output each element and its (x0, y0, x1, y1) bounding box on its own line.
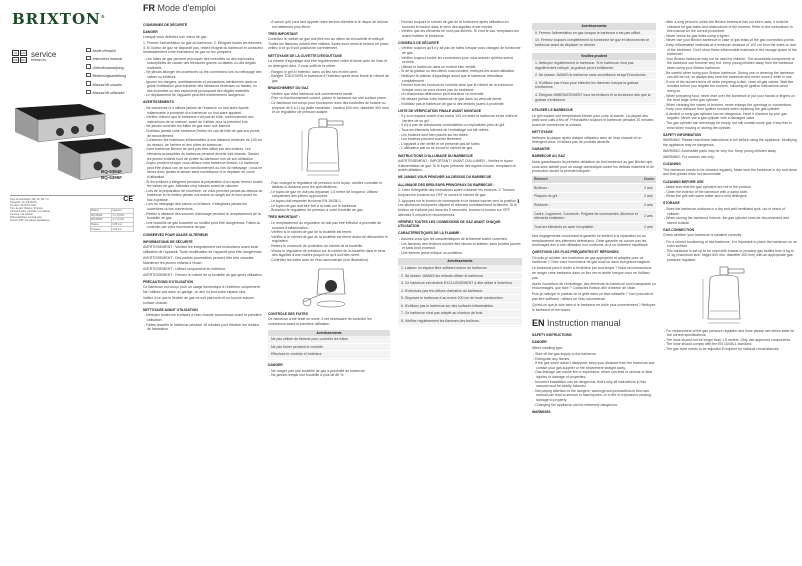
spec-cell: 2 x 3,0 kW (112, 218, 134, 223)
section-heading: PRÉCAUTIONS D'UTILISATION (143, 279, 193, 284)
bullet-item: - Ne jamais contrôler les fuites de gaz avec une flamme. (143, 124, 263, 129)
paragraph: Puis-je nettoyer le plateau ou la grille dans un lave-vaisselle ? Ceci pourrait ne pas être suffisant ; utilisez de l'eau savonneuse. (532, 292, 654, 302)
warning-box (532, 23, 656, 50)
model-number: BQ-6395F (101, 175, 123, 180)
bullet-item: - Never use your Brixton barbecue in case of gas leaks at the gas connection points. (663, 38, 797, 43)
section-heading: CONTRÔLE DES FUITES (268, 311, 308, 316)
column-2 (268, 20, 390, 566)
spec-cell: 3 x 3,0 kW (112, 213, 134, 218)
warning-item: 8. Vérifiez régulièrement les flammes des brûleurs. (398, 318, 522, 326)
bullet-item: - Les fuites de gaz peuvent provoquer des incendies ou des explosions susceptibles de causer des blessures graves ou fatales ou des dégâts matériels. (143, 57, 263, 71)
bullet-item: - N'utilisez jamais votre barbecue Brixton en cas de fuite de gaz aux points de raccordement. (143, 129, 263, 138)
bullet-item: - Ne jamais allonger les ouvertures ou les connexions lors du nettoyage des valves ou brûleurs. (143, 70, 263, 79)
column-1 (143, 20, 263, 566)
section-heading: WARNINGS (532, 409, 551, 414)
spec-header: Brûleur (91, 209, 112, 214)
bullet-item: - Your Brixton barbecue may not be used by children. The accessible components of the barbecue can become very hot. Keep young children away from the barbecue when using your Brixton barbecue. (663, 57, 797, 71)
bullet-item: - Fermez toujours le robinet de gaz de la bonbonne après utilisation en tournant le bouton dans le sens des aiguilles d'une montre. (398, 20, 522, 29)
language-item: Bedienungsanleitung (86, 72, 126, 80)
warranty-table (532, 176, 656, 232)
bullet-item: - Pour changer le régulateur de pression ou le tuyau, veuillez consulter le tableau ci-dessous pour les spécifications. (268, 181, 390, 190)
bullet-item: - Le remplacement du régulateur ne doit pas être effectué à proximité de sources d'inflammation. (268, 221, 390, 230)
section-title: Instruction manual (547, 318, 621, 329)
spec-block (10, 195, 135, 295)
bullet-item: - Nettoyez le plateau d'égouttage avant que le barbecue refroidisse complètement. (398, 74, 522, 83)
table-row (532, 176, 656, 184)
bullet-item: - Clean the exterior of the barbecue with a damp cloth. (663, 190, 797, 195)
spec-line: Injecteur: voir tableau (10, 213, 33, 216)
bullet-item: - Rinse the grill with warm water and a mild detergent. (663, 194, 797, 199)
bullet-item: - For replacement of the gas pressure regulator and hose please see below table for the correct specifications. (663, 329, 797, 338)
warning-item: 1. Laissez un espace libre suffisant autour du barbecue. (398, 265, 522, 273)
table-cell: Élément (532, 176, 642, 184)
language-item: Instruction manual (86, 55, 126, 63)
paragraph: Où puis-je acheter une bonbonne de gaz appropriée et adaptée pour ce barbecue ? Chez votre fournisseur de gaz local ou dans tout grand magasin. (532, 255, 651, 265)
section-heading: CLEANING BEFORE USE (663, 179, 704, 184)
section-heading: DANGER (143, 29, 158, 34)
bullet-item: - Une bouteille de gaz bosselée ou rouillée peut être dangereuse. Faites-la contrôler par votre fournisseur de gaz. (143, 221, 263, 230)
table-row (532, 201, 656, 210)
table-cell: Robinets : (532, 201, 642, 210)
bullet-item: - Le tuyau de gaz doit être fixé à la main sur le barbecue. (268, 204, 390, 209)
bullet-item: - Retirez le couvercle de protection du robinet de la bouteille. (268, 244, 390, 249)
section-heading: UTILISER LE BARBECUE (532, 108, 573, 113)
spec-cell: 0.88 mm (112, 227, 134, 232)
warning-item: 4. N'obstruez pas les orifices d'aération du barbecue. (398, 288, 522, 296)
column-3 (398, 20, 522, 566)
section-heading: SAFETY INSTRUCTIONS (532, 333, 572, 338)
section-heading: DANGER (268, 362, 283, 367)
bullet-item: - Le tuyau de gaz ne doit pas dépasser 1,5 mètre de longueur. Utilisez uniquement des pièces approuvées. (268, 190, 390, 199)
table-cell: 2 ans (642, 184, 656, 193)
bullet-item: - Keep your distance from ignition sources when replacing the gas cylinder. (663, 107, 797, 112)
section-heading: CLEANING (663, 162, 681, 167)
bullet-item: - Ce barbecue est conçu pour fonctionner avec des bouteilles de butane ou propane de 5 à 11 kg (taille maximale : hauteur 500 mm, diamètre 300 mm) et un régulateur de pression adapté. (268, 101, 390, 115)
paragraph: Nous garantissons la première utilisation de tout barbecue au gaz Brixton que vous avez acheté pour un usage domestique contre les défauts matériels et de production durant la période indiquée. (532, 159, 655, 174)
bullet-item: - Ne rangez pas une bouteille de gaz à proximité du barbecue. (268, 369, 390, 374)
bullet-item: - The hose should comply with the EN 16436-1 standard. (663, 342, 797, 347)
bullet-item: - Vérifiez que les éléments ne sont pas abîmés. Si c'est le cas, remplacez-les avant d'utiliser le barbecue. (398, 29, 522, 38)
warning-item: Effectuez le contrôle à l'extérieur. (268, 351, 390, 359)
section-heading: CONSERVEZ POUR USAGE ULTÉRIEUR (143, 232, 208, 237)
bullet-item: - Un chalumeau défectueux peut entraîner un incendie. (398, 92, 522, 97)
section-heading: NETTOYAGE (532, 130, 553, 134)
section-heading: CONSEILS DE SÉCURITÉ (398, 40, 440, 45)
bullet-item: - Ignorer les dangers, avertissements et précautions mentionnés dans ce guide d'utilisation peut entraîner des blessures sérieuses ou fatales, ou des incendies ou des explosions provoquant des dégâts matériels. (143, 80, 263, 94)
bullet-item: - Lors de la préparation de nourriture, ne vous penchez jamais au-dessus du barbecue et ne mettez jamais vos mains ou doigts sur le bord avant du bac à graisse. (143, 189, 263, 203)
spec-cell: BQ-6394F (91, 213, 112, 218)
page-title: FR Mode d'emploi (143, 3, 216, 13)
bullet-item: - Not paying attention to the dangers, warnings and precautions in this user manual can lead to serious or fatal injuries, or to fire or explosions causing damage to property. (532, 389, 656, 403)
section-heading: STORAGE (663, 201, 680, 206)
table-row (532, 210, 656, 223)
paragraph: Check whether your barbecue is installed correctly. (663, 233, 742, 238)
table-cell: 2 ans (642, 210, 656, 223)
section-heading: VÉRIFIEZ TOUTES LES CONNEXIONS DE GAZ AVANT CHAQUE UTILISATION (398, 219, 501, 229)
warning-item: 10. Fermez toujours complètement la bonbonne de gaz et déconnectez le barbecue avant de déplacer ce dernier. (532, 37, 656, 49)
paragraph: La cuvette d'égouttage doit être régulièrement vidée et lavée avec de l'eau et un détergent doux. Il vous suffit de la retirer. (268, 59, 388, 68)
bullet-item: - Vérifiez toujours toutes les connexions pour vous assurer qu'elles soient serrées. (398, 56, 522, 65)
spec-table (90, 208, 134, 232)
table-cell: Brûleurs : (532, 184, 642, 193)
section-heading: LISTE DE VÉRIFICATION FINALE AVANT MONTAGE (398, 108, 482, 113)
bullet-item: - The gas hose needs to be adjusted if required by national circumstances. (663, 347, 797, 352)
spec-line: Pays de destination: BE, NL, FR, LU (10, 198, 49, 201)
paragraph: AVERTISSEMENT : Utilisez uniquement en extérieur. (143, 266, 226, 271)
paragraph: When smelling gas: (532, 346, 563, 350)
paragraph: Lorsque vous détectez une odeur de gaz : (143, 35, 209, 40)
paragraph: Qu'est-ce que je dois faire si le barbecue ne brûle plus correctement ? Nettoyez le barbecue et les buses. (532, 303, 656, 312)
bullet-item: - Ne laissez jamais votre barbecue de gaz dans un véhicule fermé. (398, 97, 522, 102)
brand-logo: BRIXTON® (12, 10, 106, 28)
warning-item: 3. Ce barbecue est destiné EXCLUSIVEMENT à être utilisé à l'extérieur. (398, 280, 522, 288)
paragraph: Après l'ouverture de l'emballage, des éléments du barbecue sont manquants ou endommagés, que faire ? Contactez Brixton afin d'obtenir de l'aide. (532, 281, 656, 291)
section-heading: DANGER (532, 340, 547, 345)
spec-cell: Butane (91, 222, 112, 227)
table-cell: 2 ans (642, 223, 656, 232)
service-logo: NL FR DE EN service brixton.eu (13, 50, 57, 62)
section-heading: NETTOYAGE AVANT UTILISATION (143, 307, 198, 312)
column-5 (663, 20, 797, 566)
section-heading: GAS CONNECTION (663, 227, 695, 232)
bullet-item: - Il n'y a pas de substances combustibles ou explosibles près du gril. (398, 123, 522, 128)
bullet-item: - If the gas smell doesn't disappear, keep your distance from the barbecue and contact your gas supplier or fire department straight away. (532, 361, 656, 370)
bullet-item: - Le déplacement de l'appareil peut être extrêmement dangereux. (143, 93, 263, 98)
bullet-item: - Ne jamais remplir une bouteille à plus de 80 %. (268, 373, 390, 378)
paragraph: AVERTISSEMENT : Veuillez lire intégralement ces instructions avant toute utilisation de l'appareil. Toute modification de l'appareil peut être dangereuse. (143, 245, 263, 254)
model-numbers (101, 169, 122, 181)
bullet-item: - Si les brûleurs s'éteignent pendant la préparation d'un repas, fermez toutes les valves de gaz. Attendez cinq minutes avant de rallumer. (143, 180, 263, 189)
spec-cell: 0.88 mm (112, 222, 134, 227)
warning-item: 4. Éteignez IMMÉDIATEMENT tous les brûleurs et la bonbonne dès que la graisse s'enflamme. (532, 92, 656, 104)
bullet-item: - Les brûleurs sont bien placés sur les tubes. (398, 133, 522, 138)
paragraph: AVERTISSEMENT : Fermez le robinet de la bouteille de gaz après utilisation. (143, 272, 263, 277)
spec-header: Injecteur (112, 209, 134, 214)
bullet-item: - Utilisez le barbecue dans un endroit bien ventilé. (398, 65, 522, 70)
section-heading: AVERTISSEMENTS (143, 100, 174, 105)
warning-item: 5. Disposez le barbecue à au moins 100 cm de toute construction. (398, 295, 522, 303)
bullet-item: - If one of the burners turns off while preparing a dish, close all gas valves. Wait five minutes before you reignite the burners, following all ignition instructions when doing so. (663, 80, 797, 94)
section-heading: ALLUMAGE DES BRÛLEURS PRINCIPAUX DU BARBECUE : (398, 182, 495, 187)
bullet-item: - Ne conservez ni n'utilisez jamais de l'essence ou tout autre liquide inflammable à proximité d'un barbecue ou tout autre appareil. (143, 106, 263, 115)
language-code: EN (532, 318, 545, 329)
bullet-item: - À savoir qu'il vous faut appeler notre service clientèle si le risque de brûlure est nettement plus élevé. (268, 20, 390, 29)
warning-box (268, 330, 390, 360)
bullet-item: - Fermez tous les boutons de contrôle ainsi que le robinet de la bonbonne lorsque vous ne vous servez pas du barbecue. (398, 83, 522, 92)
spec-line: Consommation nominale: voir tableau (10, 210, 51, 213)
bullet-item: - Conservez les matériaux inflammables à une distance minimale de 100 cm du dessus, de l'arrière et des côtés du barbecue. (143, 138, 263, 147)
section-heading: TRÈS IMPORTANT (268, 31, 298, 36)
section-heading: TRÈS IMPORTANT : (268, 215, 300, 220)
section-heading: BRANCHEMENT DU GAZ (268, 86, 309, 91)
ce-mark-icon: CE (123, 196, 133, 203)
section-heading: CARACTÉRISTIQUES DE LA FLAMME : (398, 231, 462, 236)
bullet-item: - Tous les éléments internes de l'emballage ont été retirés. (398, 128, 522, 133)
bullet-item: - Assurez-vous que les caractéristiques de la flamme soient correctes. (398, 237, 522, 242)
section-heading: GARANTIE (532, 147, 550, 152)
language-item: Manual de usuario (86, 81, 126, 89)
bullet-item: - Si de la graisse ou des débris s'accumulent, nettoyez-les avant utilisation. (398, 69, 522, 74)
paragraph: Le gril requiert une température élevée pour cuire la viande. La plupart des plats sont cuits à feu vif. Préchauffez toujours le barbecue pendant 10 minutes avant de commencer la cuisson. (532, 113, 654, 127)
warning-item: Ne pas utiliser de flamme pour contrôler les fuites. (268, 336, 390, 344)
bullet-item: - After a long period in which the Brixton barbecue has not been used, it must be checked for gas leaks and obstructions of the burners. Refer to the instructions in this manual for the correct procedure. (663, 20, 797, 34)
warning-item: 1. Nettoyez régulièrement le barbecue. Si le barbecue n'est pas régulièrement nettoyé, la graisse peut s'enflammer. (532, 60, 656, 72)
bullet-item: - Vérifiez toujours qu'il n'y ait pas de fuites lorsque vous changez de bonbonne de gaz. (398, 46, 522, 55)
bullet-item: - For a correct functioning of this barbecue, it is important to place the barbecue on an even surface. (663, 240, 797, 249)
paragraph: WARNING: Accessible parts may be very hot. Keep young children away. (663, 149, 777, 154)
warning-box-title: Avertissements (398, 258, 522, 265)
table-cell: Cadre, Logement, Couvercle, Poignée de commandes, Allumeur et éléments similaires : (532, 210, 642, 223)
paragraph: Ce barbecue est conçu pour un usage domestique à l'extérieur uniquement. Ne l'utilisez pas dans un garage, un abri ou tout autre espace clos. (143, 285, 261, 294)
spec-cell: Propane (91, 227, 112, 232)
bullet-item: - Be careful when using your Brixton barbecue. During use or cleaning the barbecue can still be hot, so always stay near the barbecue and never move it while in use. (663, 71, 797, 80)
paragraph: 3. Appuyez sur le bouton de commande en le faisant tourner vers la position ❚. Les allumeurs incorporés cliquent et allument simultanément la flamme. Si le brûleur ne s'allume pas dans les 5 secondes, tournez le bouton sur OFF, attendez 5 minutes et recommencez. (398, 198, 521, 217)
bullet-item: - Gas leakage can cause fire or explosions, which can lead to serious or fatal injuries or damage of properties. (532, 370, 656, 379)
bullet-item: - Nettoyez toutes les surfaces à l'eau chaude savonneuse avant la première utilisation. (143, 313, 263, 322)
paragraph: WARNING: For outdoor use only. (663, 155, 715, 160)
paragraph: Nos engagements concernant la garantie se limitent à la réparation ou au remplacement des éléments défectueux. Cette garantie ne couvre pas les dommages dus à une utilisation non conforme ou à un entretien insuffisant. (532, 233, 649, 248)
bullet-item: - Vissez le régulateur de pression sur le robinet de la bouteille dans le sens des aiguilles d'une montre jusqu'à ce qu'il soit bien serré. (268, 249, 390, 258)
paragraph: 1. Lisez l'intégralité des instructions avant d'allumer les brûleurs. 2. Tournez toujours les boutons sur OFF et ouvrez le robinet de gaz. (398, 188, 515, 197)
table-row (532, 184, 656, 193)
bullet-item: - Vérifiez que votre barbecue soit correctement monté. (268, 92, 390, 97)
bullet-item: - Branchez le régulateur de pression à votre bouteille de gaz. (268, 208, 390, 213)
table-cell: 2 ans (642, 201, 656, 210)
bullet-item: - Vérifiez si le robinet de gaz de la bouteille est fermé avant de débrancher le régulateur. (268, 235, 390, 244)
paragraph: Le barbecue peut-il rester à l'extérieur par tout temps ? Nous recommandons de ranger votre barbecue dans un lieu sec et abrité lorsque vous ne l'utilisez pas. (532, 266, 652, 280)
bullet-item: - When preparing food, never lean over the barbecue or put your hands or fingers on the front edge of the gas cylinder. (663, 94, 797, 103)
spec-line: Débit calorifique nominal total (10, 216, 42, 219)
spec-line: Pression: 28-30/37 mbar (10, 204, 37, 207)
bullet-item: - The gas cylinder can seemingly be empty, but still contain some gas. Keep this in mind when moving or storing the cylinder. (663, 121, 797, 130)
bullet-item: - Les brûleurs peuvent tourner librement. (398, 137, 522, 142)
warning-item: 9. Fermez l'alimentation en gaz lorsque le barbecue n'est pas utilisé. (532, 30, 656, 38)
table-cell: 2 ans (642, 192, 656, 201)
bullet-item: - Shut off the gas supply to the barbecue. (532, 352, 656, 357)
regulator-diagram-icon (299, 264, 359, 309)
warning-box-title: Avertissements (532, 23, 656, 30)
spec-line: Numéro PIN: voir plaque signalétique (10, 219, 50, 222)
language-item: Manual de utilizador (86, 89, 126, 97)
bullet-item: - Keep inflammable materials at a minimum distance of 100 cm from the sides or rear of the barbecue. Don't store these inflammable materials in the storage space of the barbecue! (663, 43, 797, 57)
language-item: Mode d'emploi (86, 47, 126, 55)
bullet-item: - Restez à distance des sources d'allumage pendant le remplacement de la bouteille de gaz. (143, 212, 263, 221)
language-list (86, 47, 126, 97)
warning-item: 7. Ce barbecue n'est pas adapté au charbon de bois. (398, 310, 522, 318)
section-heading: NE JAMAIS VOUS PENCHER AU-DESSUS DU BARBECUE (398, 175, 492, 180)
bullet-item: - Vérifiez si le robinet de gaz de la bouteille est fermé. (268, 230, 390, 235)
bullet-item: - L'appareil a été vérifié et ne présente pas de fuites. (398, 142, 522, 147)
paragraph: Ce barbecue a été testé en usine. Il est nécessaire de contrôler les connexions avant la première utilisation. (268, 317, 372, 326)
warning-box-title: Veuillez prudent (532, 53, 656, 60)
warning-box (398, 258, 522, 326)
bullet-item: - Pour un fonctionnement correct, placez le barbecue sur une surface plane. (268, 96, 390, 101)
cover-page (0, 0, 140, 566)
bullet-item: - Rangez le gril à l'intérieur, dans un lieu sec et bien aéré. (268, 70, 390, 75)
warning-item: 3. N'utilisez pas d'eau pour éteindre les flammes lorsque la graisse s'enflamme. (532, 80, 656, 92)
language-flags-icon: NL FR DE EN (13, 51, 26, 62)
paragraph: AVERTISSEMENT : IMPORTANT ! AVANT D'ALLUMER : Vérifiez le tuyau d'alimentation de gaz. Si le tuyau présente des signes d'usure, remplacez-le avant utilisation. (398, 159, 516, 173)
section-heading: INSTRUCTIONS D'ALLUMAGE DU BARBECUE (398, 153, 473, 158)
paragraph: 1. Fermez l'alimentation du gaz du barbecue. 2. Éteignez toutes les flammes. 3. Si l'odeur de gaz ne disparaît pas, restez éloigné du barbecue et contactez immédiatement votre fournisseur de gaz ou les pompiers. (143, 41, 263, 55)
paragraph: Veillez à ce que le flexible de gaz ne soit pas tordu et ne touche aucune surface chaude. (143, 296, 255, 305)
bullet-item: - Contrôlez les fuites avec de l'eau savonneuse (voir illustration). (268, 258, 390, 263)
bullet-item: - Rangez TOUJOURS le barbecue à l'intérieur après avoir fermé le robinet de gaz. (268, 74, 390, 83)
gas-bottle-diagram-icon (299, 117, 359, 179)
warning-item: 2. Ne laissez JAMAIS les enfants utiliser le barbecue. (398, 273, 522, 281)
bullet-item: - When cleaning the valves or burners, never enlarge the openings or connections. (663, 103, 797, 108)
table-cell: Durée (642, 176, 656, 184)
warning-item: 2. Ne laissez JAMAIS le barbecue sans surveillance lorsqu'il fonctionne. (532, 72, 656, 80)
section-heading: BARBECUE AU GAZ (532, 154, 566, 159)
paragraph: Nettoyez la plaque après chaque utilisation avec de l'eau chaude et un détergent doux. N'utilisez pas de produits abrasifs. (532, 135, 642, 145)
bullet-item: - Une flamme jaune indique un problème. (398, 251, 522, 256)
table-row (532, 223, 656, 232)
spec-line: Type de gaz: Butane / Propane (10, 207, 43, 210)
bullet-item: - The hose should not be longer than 1.5 meters. Only use approved components. (663, 338, 797, 343)
warning-box-title: Avertissements (268, 330, 390, 337)
spec-line: Categorie: I3+ (28-30/37) (10, 201, 37, 204)
paragraph: Contrôlez le robinet de gaz doit être mis au milieu de la bouteille et nettoyé. Toutes les flammes doivent être visibles. Après avoir remis le brûleur en place, veillez à ce qu'il soit positionné correctement. (268, 37, 390, 51)
table-row (532, 192, 656, 201)
section-heading: SAFETY INFORMATION (663, 132, 701, 137)
warning-box (532, 53, 656, 105)
column-4 (532, 20, 656, 566)
bullet-item: - Extinguish any flames. (532, 357, 656, 362)
bullet-item: - This barbecue is set up to be used with butane or propane gas bottles from 5 kg to 11 kg (maximum size; height 500 mm, diameter 300 mm) with an appropriate gas pressure regulator. (663, 249, 797, 263)
model-number: BQ-6394F (101, 169, 123, 174)
warning-item: Ne pas fumer pendant le contrôle. (268, 344, 390, 352)
warning-item: 6. N'utilisez pas le barbecue sur des surfaces inflammables. (398, 303, 522, 311)
bullet-item: - Changing the appliance can be extremely dangerous. (532, 403, 656, 408)
section-heading: QUESTIONS LES PLUS FRÉQUENTES ET RÉPONSES (532, 250, 619, 255)
paragraph: This barbecue needs to be cleaned regularly. Make sure the barbecue is dry and clean and that grease does not accumulate. (663, 167, 797, 177)
section-title-en (532, 318, 656, 329)
spec-row (91, 227, 134, 232)
bullet-item: - L'utilisateur sait où se trouve le robinet de gaz. (398, 146, 522, 151)
bullet-item: - A dented or rusty gas cylinder can be dangerous. Have it checked by your gas supplier. Never use a gas cylinder with a damaged valve. (663, 112, 797, 121)
spec-cell: BQ-6395F (91, 218, 112, 223)
bullet-item: - Lors du nettoyage des valves ou brûleurs, n'élargissez jamais les ouvertures ou les connexions. (143, 202, 263, 211)
bullet-item: - Incorrect installation can be dangerous, that's why all instructions in this manual must be strictly followed. (532, 380, 656, 389)
bullet-item: - Make sure that the gas cylinders are not in the product. (663, 185, 797, 190)
table-cell: Tous les éléments en acier inoxydable : (532, 223, 642, 232)
bullet-item: - Faites chauffer le barbecue pendant 15 minutes pour éliminer les résidus de fabrication. (143, 323, 263, 332)
gas-bottle-diagram-icon (700, 265, 760, 327)
section-heading: NETTOYAGE DE LA CUVETTE D'ÉGOUTTAGE (268, 53, 342, 58)
section-heading: INFORMATIONS DE SÉCURITÉ (143, 239, 193, 244)
bullet-item: - Il y a un espace ouvert d'au moins 100 cm entre le barbecue et les côtés et l'arrière de ce gril. (398, 114, 522, 123)
bullet-item: - When storing the barbecue indoors, the gas cylinder must be disconnected and stored outside. (663, 216, 797, 225)
bullet-item: - Le tuyau doit respecter la norme EN 16436-1. (268, 199, 390, 204)
bullet-item: - Soyez prudent lorsque vous utilisez votre barbecue Brixton. Le barbecue peut être chaud lors de son fonctionnement ou lors du nettoyage ; vous ne devez donc jamais le laisser sans surveillance ni le déplacer en cours d'utilisation. (143, 161, 263, 179)
paragraph: AVERTISSEMENT : Des parties accessibles peuvent être très chaudes. Maintenez les jeunes enfants à l'écart. (143, 255, 255, 265)
bullet-item: - Votre barbecue Brixton ne peut pas être utilisé par des enfants. Les éléments accessibles du barbecue peuvent devenir très chauds. Gardez les jeunes enfants hors de portée du barbecue lors de son utilisation. (143, 147, 263, 161)
paragraph: WARNING: Please read these instructions in full before using the appliance. Modifying the appliance may be dangerous. (663, 138, 797, 147)
bullet-item: - N'utilisez pas le barbecue de gaz si des enfants jouent à proximité. (398, 102, 522, 107)
section-heading: CONSIGNES DE SÉCURITÉ (143, 22, 188, 27)
bullet-item: - Vérifiez d'abord que le barbecue n'ait pas de fuite, conformément aux instructions de ce manuel, avant de l'utiliser pour la première fois. (143, 115, 263, 124)
bullet-item: - Les flammes des brûleurs doivent être bleues et stables, sans pointes jaunes et sans bruit excessif. (398, 242, 522, 251)
table-cell: Plaques de gril : (532, 192, 642, 201)
bullet-item: - Store the barbecue outdoors in a dry and well-ventilated spot, out of reach of children. (663, 207, 797, 216)
bullet-item: - Never check for gas leaks using a lighter. (663, 34, 797, 39)
language-item: Gebruiksaanwijzing (86, 64, 126, 72)
